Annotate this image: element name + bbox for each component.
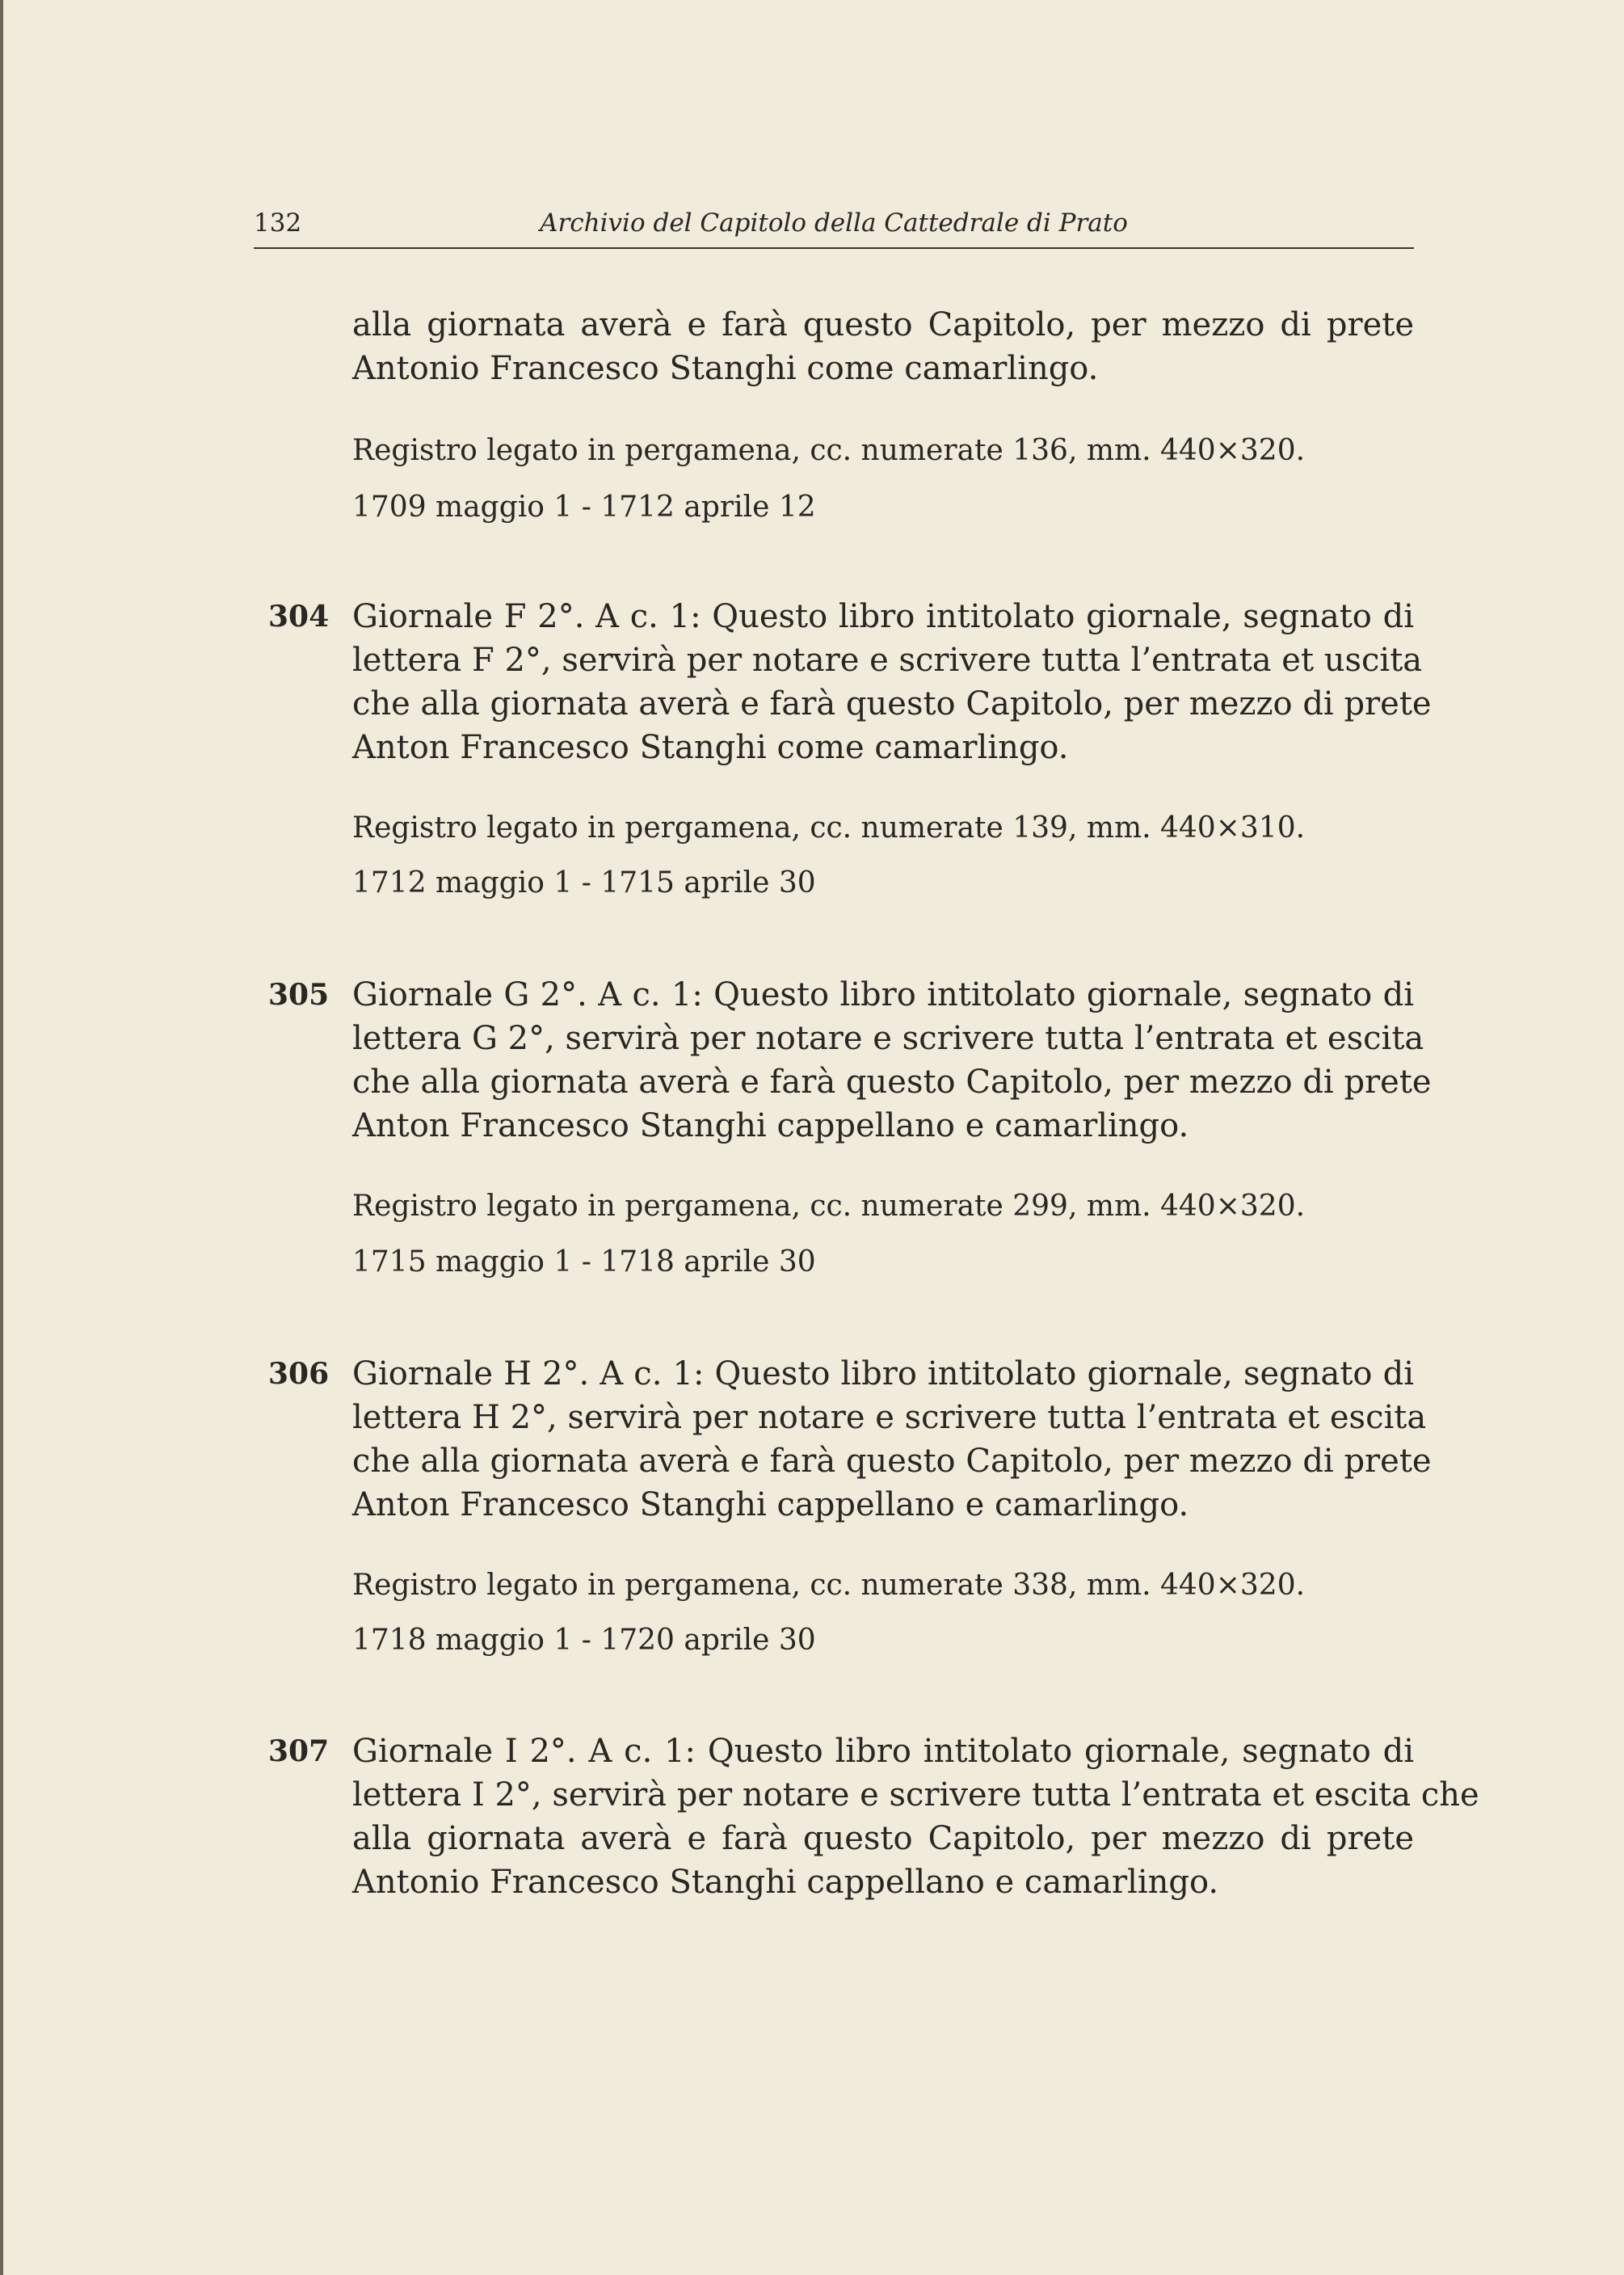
header-rule	[254, 247, 1414, 249]
entry-307	[268, 1729, 1479, 1904]
text-line: lettera H 2°, servirà per notare e scrivere tutta l’entrata et escita	[352, 1399, 1427, 1436]
entry-304	[268, 595, 1432, 769]
running-title: Archivio del Capitolo della Cattedrale di Prato	[540, 209, 1128, 238]
entry-305	[268, 973, 1432, 1148]
text-line: Antonio Francesco Stanghi cappellano e camarlingo.	[352, 1864, 1219, 1901]
text-line: Anton Francesco Stanghi cappellano e camarlingo.	[352, 1486, 1189, 1523]
description: Registro legato in pergamena, cc. numerate 299, mm. 440×320.	[352, 1190, 1306, 1223]
text-line: che alla giornata averà e farà questo Capitolo, per mezzo di prete	[352, 1064, 1432, 1101]
text-line: lettera G 2°, servirà per notare e scrivere tutta l’entrata et escita	[352, 1020, 1424, 1057]
text-line: alla giornata averà e farà questo Capitolo, per mezzo di prete	[352, 306, 1414, 343]
text-line: che alla giornata averà e farà questo Capitolo, per mezzo di prete	[352, 685, 1432, 723]
page-header	[254, 202, 1414, 247]
text-line: Antonio Francesco Stanghi come camarlingo.	[352, 350, 1099, 387]
text-line: Anton Francesco Stanghi cappellano e camarlingo.	[352, 1107, 1189, 1144]
dates: 1718 maggio 1 - 1720 aprile 30	[352, 1624, 816, 1657]
page-edge	[0, 0, 3, 2275]
page-number: 132	[254, 209, 302, 238]
entry-number: 307	[268, 1734, 330, 1768]
description: Registro legato in pergamena, cc. numerate 139, mm. 440×310.	[352, 811, 1306, 845]
text-line: Giornale G 2°. A c. 1: Questo libro intitolato giornale, segnato di	[352, 976, 1414, 1013]
text-line: lettera F 2°, servirà per notare e scrivere tutta l’entrata et uscita	[352, 642, 1423, 679]
entry-number: 305	[268, 978, 330, 1012]
text-line: alla giornata averà e farà questo Capitolo, per mezzo di prete	[352, 1820, 1414, 1857]
continuation-paragraph	[352, 303, 1414, 390]
text-line: che alla giornata averà e farà questo Capitolo, per mezzo di prete	[352, 1443, 1432, 1480]
text-line: Giornale I 2°. A c. 1: Questo libro intitolato giornale, segnato di	[352, 1733, 1414, 1770]
description: Registro legato in pergamena, cc. numerate 136, mm. 440×320.	[352, 434, 1306, 467]
text-line: Giornale F 2°. A c. 1: Questo libro intitolato giornale, segnato di	[352, 598, 1414, 635]
description: Registro legato in pergamena, cc. numerate 338, mm. 440×320.	[352, 1569, 1306, 1602]
text-line: Anton Francesco Stanghi come camarlingo.	[352, 729, 1069, 766]
entry-number: 306	[268, 1357, 330, 1391]
dates: 1715 maggio 1 - 1718 aprile 30	[352, 1245, 816, 1279]
text-line: lettera I 2°, servirà per notare e scrivere tutta l’entrata et escita che	[352, 1776, 1479, 1814]
text-line: Giornale H 2°. A c. 1: Questo libro intitolato giornale, segnato di	[352, 1355, 1414, 1392]
entry-number: 304	[268, 600, 330, 634]
dates: 1709 maggio 1 - 1712 aprile 12	[352, 491, 816, 524]
entry-306	[268, 1352, 1432, 1527]
dates: 1712 maggio 1 - 1715 aprile 30	[352, 866, 816, 899]
